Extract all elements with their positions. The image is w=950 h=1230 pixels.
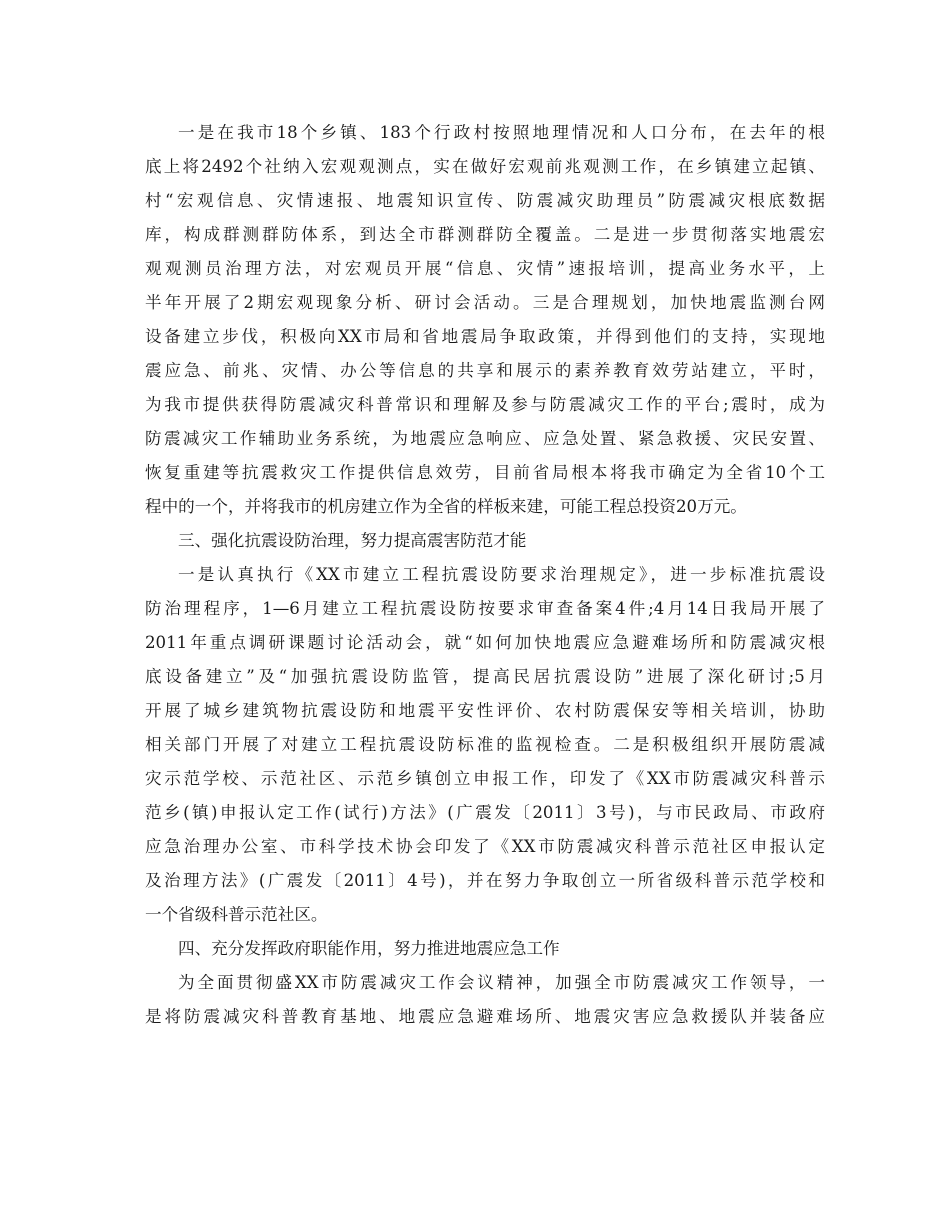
text-line: 为全面贯彻盛XX市防震减灾工作会议精神，加强全市防震减灾工作领导，一 xyxy=(178,973,825,992)
text-line: 半年开展了2期宏观现象分析、研讨会活动。三是合理规划，加快地震监测台网 xyxy=(145,293,825,312)
text-line: 是将防震减灾科普教育基地、地震应急避难场所、地震灾害应急救援队并装备应 xyxy=(145,1007,825,1026)
text-line: 为我市提供获得防震减灾科普常识和理解及参与防震减灾工作的平台;震时，成为 xyxy=(145,395,825,414)
text-line: 四、充分发挥政府职能作用，努力推进地震应急工作 xyxy=(178,939,560,958)
text-line: 及治理方法》(广震发〔2011〕4号)，并在努力争取创立一所省级科普示范学校和 xyxy=(145,871,825,890)
text-line: 灾示范学校、示范社区、示范乡镇创立申报工作，印发了《XX市防震减灾科普示 xyxy=(145,769,825,788)
text-line: 库，构成群测群防体系，到达全市群测群防全覆盖。二是进一步贯彻落实地震宏 xyxy=(145,225,825,244)
text-line: 程中的一个，并将我市的机房建立作为全省的样板来建，可能工程总投资20万元。 xyxy=(145,497,747,516)
document-body xyxy=(145,116,825,1034)
text-line: 观观测员治理方法，对宏观员开展“信息、灾情”速报培训，提高业务水平，上 xyxy=(145,259,825,278)
text-line: 相关部门开展了对建立工程抗震设防标准的监视检查。二是积极组织开展防震减 xyxy=(145,735,825,754)
text-line: 防震减灾工作辅助业务系统，为地震应急响应、应急处置、紧急救援、灾民安置、 xyxy=(145,429,825,448)
text-line: 一是认真执行《XX市建立工程抗震设防要求治理规定》，进一步标准抗震设 xyxy=(178,565,825,584)
text-line: 底设备建立”及“加强抗震设防监管，提高民居抗震设防”进展了深化研讨;5月 xyxy=(145,667,825,686)
text-line: 一个省级科普示范社区。 xyxy=(145,905,328,924)
text-line: 恢复重建等抗震救灾工作提供信息效劳，目前省局根本将我市确定为全省10个工 xyxy=(145,463,825,482)
text-line: 2011年重点调研课题讨论活动会，就“如何加快地震应急避难场所和防震减灾根 xyxy=(145,633,825,652)
text-line: 底上将2492个社纳入宏观观测点，实在做好宏观前兆观测工作，在乡镇建立起镇、 xyxy=(145,157,825,176)
text-line: 应急治理办公室、市科学技术协会印发了《XX市防震减灾科普示范社区申报认定 xyxy=(145,837,825,856)
text-line: 开展了城乡建筑物抗震设防和地震平安性评价、农村防震保安等相关培训，协助 xyxy=(145,701,825,720)
text-line: 一是在我市18个乡镇、183个行政村按照地理情况和人口分布，在去年的根 xyxy=(178,123,825,142)
text-line: 三、强化抗震设防治理，努力提高震害防范才能 xyxy=(178,531,527,550)
text-line: 范乡(镇)申报认定工作(试行)方法》(广震发〔2011〕3号)，与市民政局、市政府 xyxy=(145,803,825,822)
text-line: 震应急、前兆、灾情、办公等信息的共享和展示的素养教育效劳站建立，平时， xyxy=(145,361,825,380)
text-line: 村“宏观信息、灾情速报、地震知识宣传、防震减灾助理员”防震减灾根底数据 xyxy=(145,191,825,210)
text-line: 设备建立步伐，积极向XX市局和省地震局争取政策，并得到他们的支持，实现地 xyxy=(145,327,825,346)
text-line: 防治理程序，1—6月建立工程抗震设防按要求审查备案4件;4月14日我局开展了 xyxy=(145,599,825,618)
